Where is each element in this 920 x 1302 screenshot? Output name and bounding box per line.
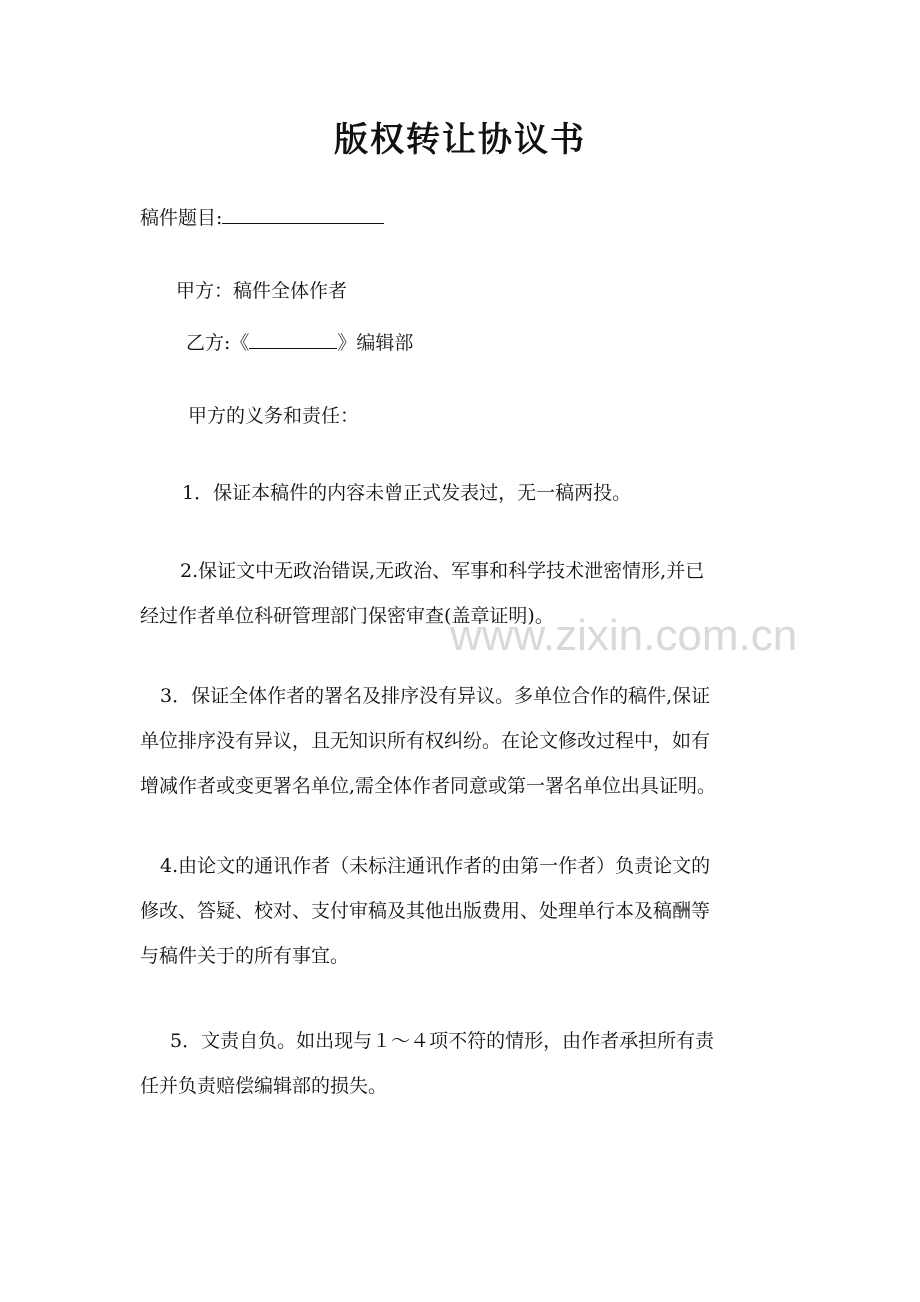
party-a-line: 甲方：稿件全体作者 (176, 280, 348, 302)
item-4 (140, 844, 785, 979)
document-title: 版权转让协议书 (334, 120, 586, 160)
item-3-line-2: 单位排序没有异议，且无知识所有权纠纷。在论文修改过程中，如有 (140, 730, 711, 752)
item-5-line-2: 任并负责赔偿编辑部的损失。 (140, 1075, 388, 1097)
item-5-line-1: 5．文责自负。如出现与１～４项不符的情形，由作者承担所有责 (170, 1030, 715, 1052)
item-5 (140, 1019, 785, 1109)
journal-name-blank (249, 330, 337, 349)
item-4-line-1: 4.由论文的通讯作者（未标注通讯作者的由第一作者）负责论文的 (160, 855, 711, 877)
item-2 (140, 549, 785, 639)
watermark-text: www.zixin.com.cn (450, 611, 798, 660)
manuscript-title-line (140, 205, 384, 228)
item-3-line-3: 增减作者或变更署名单位,需全体作者同意或第一署名单位出具证明。 (140, 775, 717, 797)
manuscript-title-blank (222, 205, 384, 224)
item-3-line-1: 3．保证全体作者的署名及排序没有异议。多单位合作的稿件,保证 (160, 685, 711, 707)
item-2-line-1: 2.保证文中无政治错误,无政治、军事和科学技术泄密情形,并已 (180, 560, 705, 582)
item-1: 1．保证本稿件的内容未曾正式发表过，无一稿两投。 (182, 482, 632, 504)
party-b-prefix: 乙方:《 (186, 332, 250, 354)
item-2-line-2: 经过作者单位科研管理部门保密审查(盖章证明)。 (140, 605, 554, 627)
manuscript-title-label: 稿件题目: (140, 207, 223, 229)
party-b-line (186, 330, 413, 353)
item-4-line-2: 修改、答疑、校对、支付审稿及其他出版费用、处理单行本及稿酬等 (140, 900, 711, 922)
item-3 (140, 674, 785, 809)
party-b-suffix: 》编辑部 (337, 332, 414, 354)
item-4-line-3: 与稿件关于的所有事宜。 (140, 945, 350, 967)
section-heading: 甲方的义务和责任： (188, 405, 360, 427)
